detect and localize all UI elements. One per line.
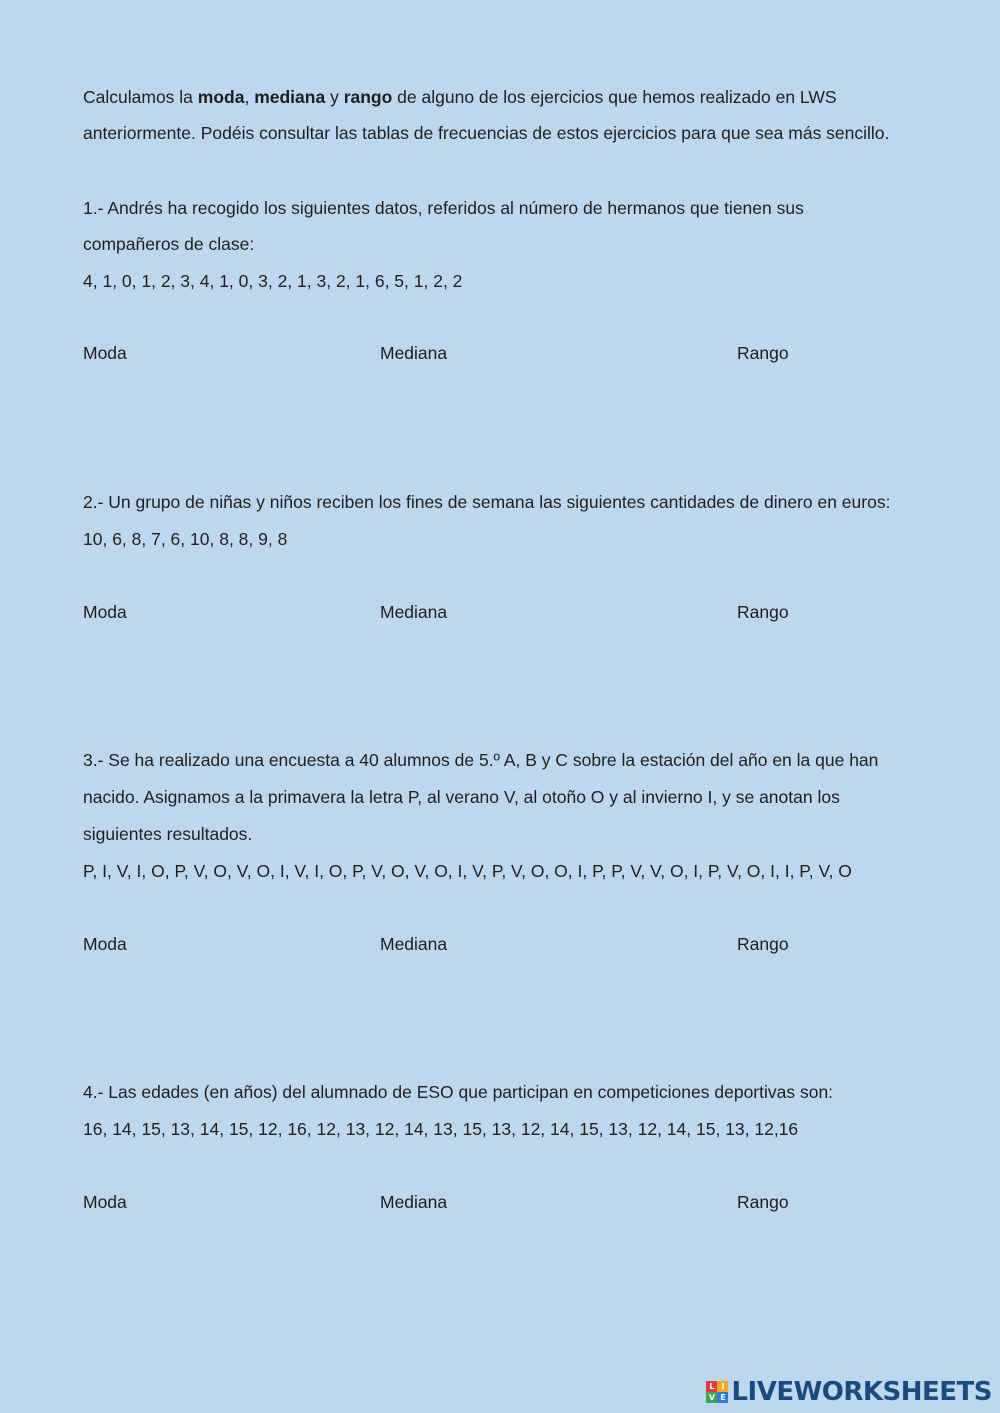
moda-label: Moda — [83, 1192, 127, 1212]
mediana-label: Mediana — [380, 343, 448, 363]
intro-keyword-mediana: mediana — [254, 87, 326, 107]
moda-label: Moda — [83, 934, 127, 954]
rango-label: Rango — [737, 343, 789, 363]
intro-text: y — [325, 87, 344, 107]
rango-label: Rango — [737, 602, 789, 622]
logo-mark-cell: L — [706, 1381, 717, 1392]
exercise-3-data: P, I, V, I, O, P, V, O, V, O, I, V, I, O, P, V, O, V, O, I, V, P, V, O, O, I, P, P, V, V, O, I, P, V, O, I, I, P, V, O — [83, 861, 852, 881]
logo-mark-cell: I — [717, 1381, 728, 1392]
exercise-1-statement: compañeros de clase: — [83, 234, 255, 254]
exercise-1-answers — [83, 343, 943, 367]
intro-line-2: anteriormente. Podéis consultar las tablas de frecuencias de estos ejercicios para que sea más sencillo. — [83, 123, 890, 143]
intro-text: Calculamos la — [83, 87, 198, 107]
mediana-label: Mediana — [380, 1192, 448, 1212]
rango-label: Rango — [737, 1192, 789, 1212]
exercise-1-statement: 1.- Andrés ha recogido los siguientes datos, referidos al número de hermanos que tienen sus — [83, 198, 804, 218]
exercise-2-answers — [83, 602, 943, 626]
intro-keyword-rango: rango — [343, 87, 393, 107]
exercise-3-answers — [83, 934, 943, 958]
moda-label: Moda — [83, 602, 127, 622]
exercise-3-statement: siguientes resultados. — [83, 824, 253, 844]
exercise-1-data: 4, 1, 0, 1, 2, 3, 4, 1, 0, 3, 2, 1, 3, 2, 1, 6, 5, 1, 2, 2 — [83, 271, 463, 291]
mediana-label: Mediana — [380, 934, 448, 954]
logo-mark-cell: E — [717, 1392, 728, 1403]
exercise-4-statement: 4.- Las edades (en años) del alumnado de ESO que participan en competiciones deportivas son: — [83, 1082, 834, 1102]
intro-text: de alguno de los ejercicios que hemos realizado en LWS — [392, 87, 837, 107]
exercise-4-answers — [83, 1192, 943, 1216]
exercise-4-data: 16, 14, 15, 13, 14, 15, 12, 16, 12, 13, 12, 14, 13, 15, 13, 12, 14, 15, 13, 12, 14, 15, 13, 12,16 — [83, 1119, 799, 1139]
intro-keyword-moda: moda — [197, 87, 245, 107]
logo-mark-cell: V — [706, 1392, 717, 1403]
intro-text: , — [244, 87, 255, 107]
exercise-2-data: 10, 6, 8, 7, 6, 10, 8, 8, 9, 8 — [83, 529, 288, 549]
liveworksheets-logo — [706, 1377, 992, 1407]
rango-label: Rango — [737, 934, 789, 954]
logo-text: LIVEWORKSHEETS — [731, 1377, 992, 1407]
moda-label: Moda — [83, 343, 127, 363]
intro-line-1 — [83, 86, 837, 108]
liveworksheets-logo-icon — [706, 1381, 728, 1403]
exercise-3-statement: nacido. Asignamos a la primavera la letra P, al verano V, al otoño O y al invierno I, y se anotan los — [83, 787, 840, 807]
exercise-3-statement: 3.- Se ha realizado una encuesta a 40 alumnos de 5.º A, B y C sobre la estación del año en la que han — [83, 750, 879, 770]
exercise-2-statement: 2.- Un grupo de niñas y niños reciben los fines de semana las siguientes cantidades de dinero en euros: — [83, 492, 891, 512]
mediana-label: Mediana — [380, 602, 448, 622]
